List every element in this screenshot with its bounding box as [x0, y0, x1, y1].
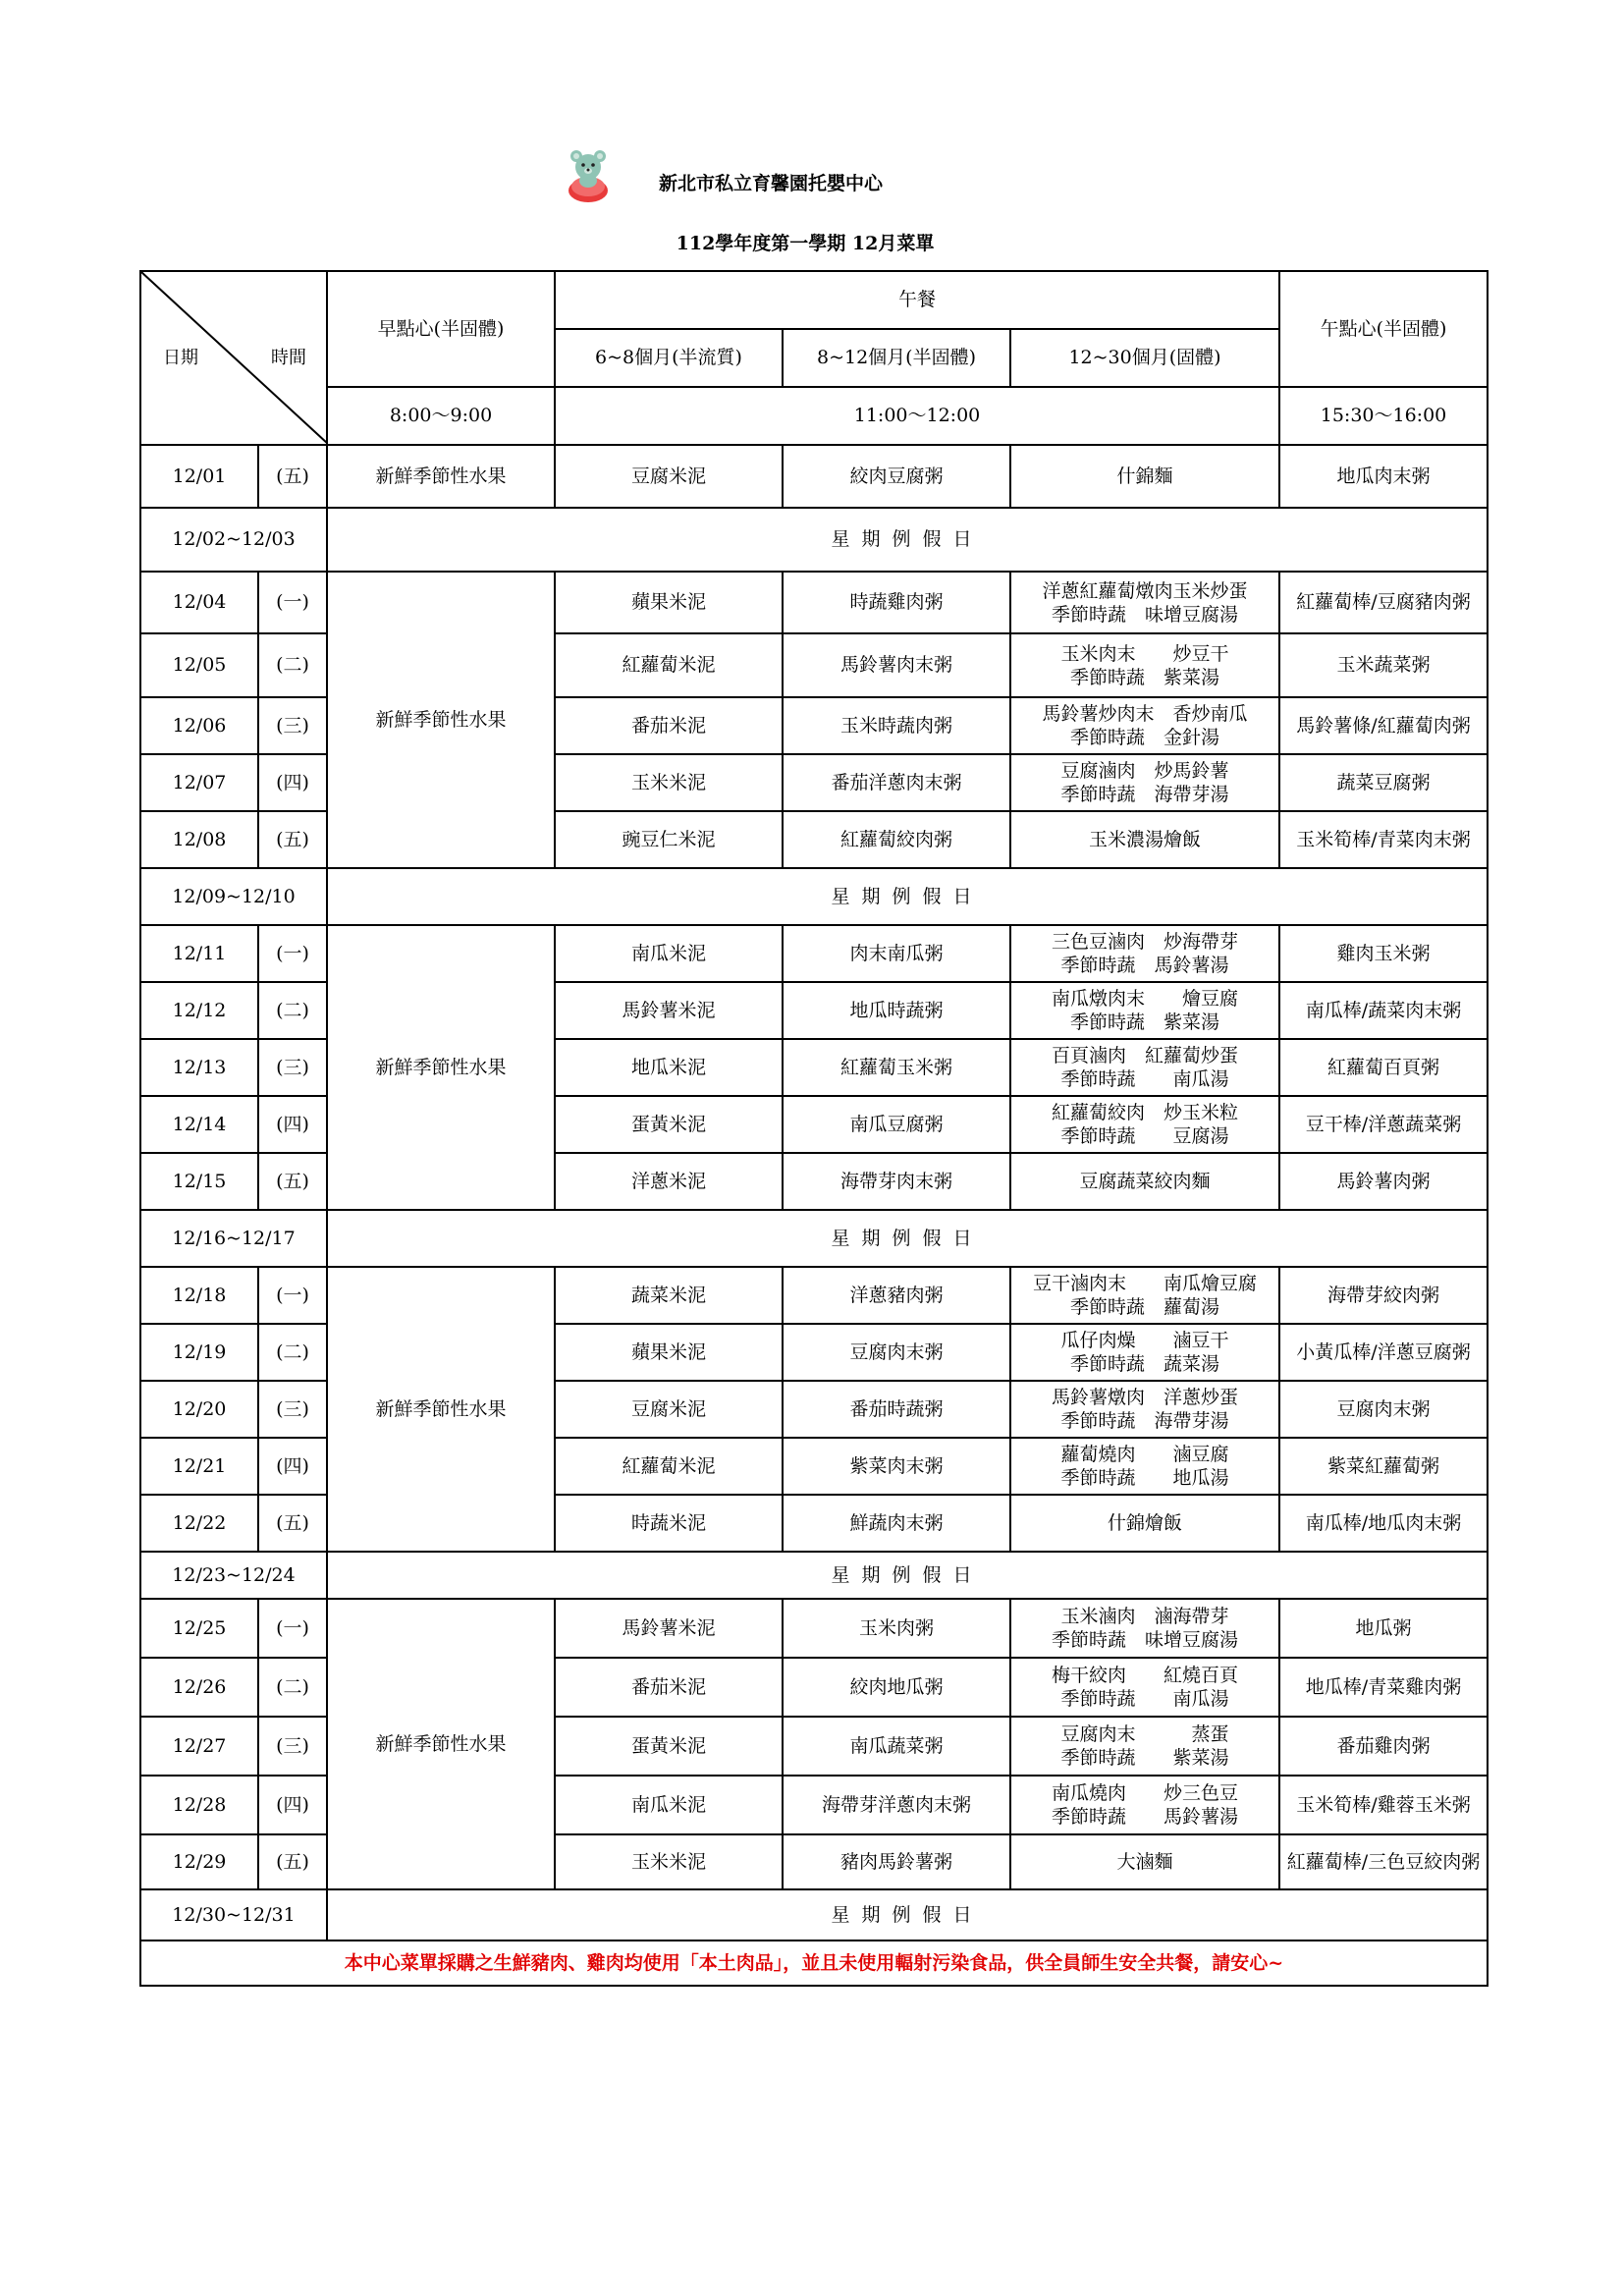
lunch-8-12-item: 肉末南瓜粥	[783, 925, 1010, 982]
lunch-12-30-item	[1010, 1153, 1279, 1210]
menu-row	[140, 445, 1488, 508]
lunch-12-30-side: 季節時蔬 紫菜湯	[1060, 1747, 1229, 1769]
lunch-8-12-item: 玉米時蔬肉粥	[783, 697, 1010, 754]
menu-date: 12/11	[140, 925, 258, 982]
lunch-12-30-side: 季節時蔬 海帶芽湯	[1060, 784, 1229, 805]
lunch-12-30-item	[1010, 1658, 1279, 1717]
snack-item: 馬鈴薯條/紅蘿蔔肉粥	[1279, 697, 1488, 754]
lunch-6-8-item: 紅蘿蔔米泥	[555, 633, 783, 697]
holiday-row	[140, 1552, 1488, 1599]
lunch-8-12-item: 番茄洋蔥肉末粥	[783, 754, 1010, 811]
lunch-12-30-main: 百頁滷肉 紅蘿蔔炒蛋	[1051, 1045, 1238, 1066]
snack-item: 番茄雞肉粥	[1279, 1717, 1488, 1776]
lunch-12-30-main: 南瓜燉肉末 燴豆腐	[1051, 988, 1238, 1010]
lunch-12-30-item	[1010, 633, 1279, 697]
lunch-6-8-item: 洋蔥米泥	[555, 1153, 783, 1210]
snack-item: 雞肉玉米粥	[1279, 925, 1488, 982]
lunch-8-12-item: 絞肉地瓜粥	[783, 1658, 1010, 1717]
lunch-12-30-side: 季節時蔬 南瓜湯	[1060, 1068, 1229, 1090]
menu-date: 12/28	[140, 1776, 258, 1834]
menu-date: 12/14	[140, 1096, 258, 1153]
lunch-12-30-main: 南瓜燒肉 炒三色豆	[1051, 1782, 1238, 1804]
lunch-12-30-main: 梅干絞肉 紅燒百頁	[1051, 1665, 1238, 1686]
snack-item: 小黃瓜棒/洋蔥豆腐粥	[1279, 1324, 1488, 1381]
lunch-8-12-item: 玉米肉粥	[783, 1599, 1010, 1658]
lunch-6-8-item: 蛋黃米泥	[555, 1096, 783, 1153]
lunch-12-30-item	[1010, 1267, 1279, 1324]
menu-weekday: (五)	[258, 445, 327, 508]
breakfast-item: 新鮮季節性水果	[327, 925, 555, 1210]
lunch-8-12-item: 豆腐肉末粥	[783, 1324, 1010, 1381]
lunch-6-8-item: 地瓜米泥	[555, 1039, 783, 1096]
menu-date: 12/08	[140, 811, 258, 868]
menu-weekday: (二)	[258, 1324, 327, 1381]
lunch-12-30-side: 季節時蔬 金針湯	[1069, 727, 1219, 748]
lunch-6-8-item: 蘋果米泥	[555, 1324, 783, 1381]
lunch-12-30-main: 紅蘿蔔絞肉 炒玉米粒	[1051, 1102, 1238, 1123]
holiday-label: 星期例假日	[327, 868, 1488, 925]
lunch-8-12-item: 紫菜肉末粥	[783, 1438, 1010, 1495]
lunch-12-30-side: 季節時蔬 馬鈴薯湯	[1060, 955, 1229, 976]
menu-date: 12/19	[140, 1324, 258, 1381]
lunch-12-30-item	[1010, 445, 1279, 508]
menu-weekday: (五)	[258, 1495, 327, 1552]
menu-row	[140, 572, 1488, 633]
holiday-row	[140, 1210, 1488, 1267]
lunch-6-8-item: 南瓜米泥	[555, 925, 783, 982]
lunch-12-30-item	[1010, 1717, 1279, 1776]
lunch-12-30-side: 季節時蔬 紫菜湯	[1069, 666, 1219, 688]
corner-date-label: 日期	[163, 348, 198, 368]
snack-item: 南瓜棒/地瓜肉末粥	[1279, 1495, 1488, 1552]
center-name: 新北市私立育馨園托嬰中心	[658, 173, 883, 194]
lunch-6-8-item: 蔬菜米泥	[555, 1267, 783, 1324]
menu-weekday: (五)	[258, 811, 327, 868]
menu-weekday: (二)	[258, 633, 327, 697]
lunch-6-8-item: 玉米米泥	[555, 754, 783, 811]
menu-weekday: (三)	[258, 1717, 327, 1776]
menu-weekday: (一)	[258, 925, 327, 982]
menu-date: 12/27	[140, 1717, 258, 1776]
lunch-12-30-item	[1010, 1324, 1279, 1381]
menu-weekday: (三)	[258, 1381, 327, 1438]
menu-weekday: (二)	[258, 1658, 327, 1717]
menu-date: 12/05	[140, 633, 258, 697]
holiday-date: 12/23~12/24	[140, 1552, 327, 1599]
breakfast-item: 新鮮季節性水果	[327, 445, 555, 508]
menu-date: 12/22	[140, 1495, 258, 1552]
lunch-6-8-item: 番茄米泥	[555, 1658, 783, 1717]
menu-date: 12/21	[140, 1438, 258, 1495]
lunch-12-30-main: 什錦麵	[1116, 465, 1173, 487]
footer-row	[140, 1941, 1488, 1986]
holiday-label: 星期例假日	[327, 508, 1488, 572]
lunch-12-30-main: 玉米滷肉 滷海帶芽	[1060, 1606, 1229, 1627]
menu-weekday: (一)	[258, 1599, 327, 1658]
snack-item: 紫菜紅蘿蔔粥	[1279, 1438, 1488, 1495]
menu-weekday: (五)	[258, 1153, 327, 1210]
snack-item: 玉米筍棒/雞蓉玉米粥	[1279, 1776, 1488, 1834]
snack-item: 南瓜棒/蔬菜肉末粥	[1279, 982, 1488, 1039]
breakfast-item: 新鮮季節性水果	[327, 572, 555, 868]
lunch-8-12-item: 洋蔥豬肉粥	[783, 1267, 1010, 1324]
lunch-time: 11:00～12:00	[555, 387, 1279, 445]
snack-item: 地瓜棒/青菜雞肉粥	[1279, 1658, 1488, 1717]
snack-item: 地瓜粥	[1279, 1599, 1488, 1658]
lunch-12-30-side: 季節時蔬 紫菜湯	[1069, 1011, 1219, 1033]
menu-weekday: (四)	[258, 1776, 327, 1834]
lunch-6-8-item: 番茄米泥	[555, 697, 783, 754]
menu-weekday: (三)	[258, 697, 327, 754]
snack-item: 海帶芽絞肉粥	[1279, 1267, 1488, 1324]
menu-row	[140, 925, 1488, 982]
lunch-12-30-item	[1010, 1776, 1279, 1834]
menu-date: 12/04	[140, 572, 258, 633]
snack-item: 地瓜肉末粥	[1279, 445, 1488, 508]
menu-row	[140, 1267, 1488, 1324]
lunch-8-12-item: 時蔬雞肉粥	[783, 572, 1010, 633]
menu-subtitle: 112學年度第一學期 12月菜單	[676, 233, 935, 254]
lunch-8-12-item: 番茄時蔬粥	[783, 1381, 1010, 1438]
menu-date: 12/15	[140, 1153, 258, 1210]
lunch-12-30-main: 三色豆滷肉 炒海帶芽	[1051, 931, 1238, 953]
lunch-12-30-main: 大滷麵	[1116, 1850, 1173, 1873]
lunch-6-8-item: 時蔬米泥	[555, 1495, 783, 1552]
lunch-8-12-item: 海帶芽洋蔥肉末粥	[783, 1776, 1010, 1834]
lunch-12-30-main: 什錦燴飯	[1107, 1511, 1182, 1534]
lunch-12-30-side: 季節時蔬 蘿蔔湯	[1069, 1296, 1219, 1318]
lunch-8-12-item: 紅蘿蔔絞肉粥	[783, 811, 1010, 868]
snack-time: 15:30～16:00	[1279, 387, 1488, 445]
lunch-12-30-side: 季節時蔬 豆腐湯	[1060, 1125, 1229, 1147]
menu-date: 12/13	[140, 1039, 258, 1096]
lunch-8-12-item: 馬鈴薯肉末粥	[783, 633, 1010, 697]
menu-date: 12/29	[140, 1834, 258, 1889]
menu-weekday: (二)	[258, 982, 327, 1039]
snack-item: 玉米蔬菜粥	[1279, 633, 1488, 697]
lunch-12-30-item	[1010, 572, 1279, 633]
menu-weekday: (四)	[258, 754, 327, 811]
footer-notice: 本中心菜單採購之生鮮豬肉、雞肉均使用「本土肉品」，並且未使用輻射污染食品，供全員師生安全共餐，請安心~	[140, 1941, 1488, 1986]
holiday-date: 12/16~12/17	[140, 1210, 327, 1267]
menu-weekday: (四)	[258, 1438, 327, 1495]
lunch-12-30-main: 豆干滷肉末 南瓜燴豆腐	[1032, 1273, 1257, 1294]
lunch-6-8-item: 南瓜米泥	[555, 1776, 783, 1834]
snack-item: 玉米筍棒/青菜肉末粥	[1279, 811, 1488, 868]
holiday-row	[140, 868, 1488, 925]
lunch-12-30-item	[1010, 1495, 1279, 1552]
menu-table	[139, 270, 1489, 1987]
lunch-12-30-main: 瓜仔肉燥 滷豆干	[1060, 1330, 1229, 1351]
snack-item: 馬鈴薯肉粥	[1279, 1153, 1488, 1210]
corner-header-cell	[140, 271, 327, 445]
lunch-6-8-item: 蛋黃米泥	[555, 1717, 783, 1776]
lunch-12-30-main: 玉米肉末 炒豆干	[1060, 642, 1229, 665]
lunch-8-12-item: 紅蘿蔔玉米粥	[783, 1039, 1010, 1096]
lunch-6-8-item: 豆腐米泥	[555, 445, 783, 508]
lunch-12-30-item	[1010, 982, 1279, 1039]
lunch-6-8-header: 6~8個月(半流質)	[555, 329, 783, 388]
breakfast-item: 新鮮季節性水果	[327, 1267, 555, 1552]
lunch-12-30-main: 馬鈴薯炒肉末 香炒南瓜	[1042, 703, 1248, 725]
lunch-6-8-item: 紅蘿蔔米泥	[555, 1438, 783, 1495]
lunch-header: 午餐	[555, 271, 1279, 329]
lunch-12-30-header: 12~30個月(固體)	[1010, 329, 1279, 388]
lunch-8-12-header: 8~12個月(半固體)	[783, 329, 1010, 388]
menu-date: 12/20	[140, 1381, 258, 1438]
menu-weekday: (三)	[258, 1039, 327, 1096]
lunch-8-12-item: 南瓜豆腐粥	[783, 1096, 1010, 1153]
lunch-12-30-main: 豆腐蔬菜絞肉麵	[1079, 1170, 1211, 1192]
holiday-row	[140, 1889, 1488, 1941]
holiday-label: 星期例假日	[327, 1889, 1488, 1941]
lunch-12-30-main: 豆腐滷肉 炒馬鈴薯	[1060, 760, 1229, 782]
holiday-row	[140, 508, 1488, 572]
menu-weekday: (五)	[258, 1834, 327, 1889]
lunch-8-12-item: 海帶芽肉末粥	[783, 1153, 1010, 1210]
lunch-12-30-item	[1010, 1834, 1279, 1889]
menu-date: 12/01	[140, 445, 258, 508]
holiday-label: 星期例假日	[327, 1210, 1488, 1267]
snack-header: 午點心(半固體)	[1279, 271, 1488, 387]
lunch-12-30-side: 季節時蔬 蔬菜湯	[1069, 1353, 1219, 1375]
lunch-12-30-main: 豆腐肉末 蒸蛋	[1060, 1723, 1229, 1745]
holiday-date: 12/30~12/31	[140, 1889, 327, 1941]
lunch-6-8-item: 蘋果米泥	[555, 572, 783, 633]
snack-item: 紅蘿蔔棒/三色豆絞肉粥	[1279, 1834, 1488, 1889]
menu-weekday: (四)	[258, 1096, 327, 1153]
lunch-12-30-side: 季節時蔬 味增豆腐湯	[1051, 1629, 1238, 1651]
lunch-12-30-item	[1010, 1096, 1279, 1153]
lunch-12-30-main: 馬鈴薯燉肉 洋蔥炒蛋	[1051, 1387, 1238, 1408]
menu-date: 12/07	[140, 754, 258, 811]
menu-row	[140, 1599, 1488, 1658]
lunch-8-12-item: 絞肉豆腐粥	[783, 445, 1010, 508]
holiday-date: 12/02~12/03	[140, 508, 327, 572]
lunch-12-30-item	[1010, 1599, 1279, 1658]
holiday-date: 12/09~12/10	[140, 868, 327, 925]
lunch-12-30-item	[1010, 1438, 1279, 1495]
menu-date: 12/26	[140, 1658, 258, 1717]
snack-item: 紅蘿蔔棒/豆腐豬肉粥	[1279, 572, 1488, 633]
menu-date: 12/25	[140, 1599, 258, 1658]
menu-date: 12/18	[140, 1267, 258, 1324]
lunch-6-8-item: 玉米米泥	[555, 1834, 783, 1889]
menu-date: 12/06	[140, 697, 258, 754]
lunch-8-12-item: 豬肉馬鈴薯粥	[783, 1834, 1010, 1889]
lunch-6-8-item: 馬鈴薯米泥	[555, 982, 783, 1039]
breakfast-header: 早點心(半固體)	[327, 271, 555, 387]
lunch-12-30-side: 季節時蔬 海帶芽湯	[1060, 1410, 1229, 1432]
holiday-label: 星期例假日	[327, 1552, 1488, 1599]
lunch-6-8-item: 豌豆仁米泥	[555, 811, 783, 868]
snack-item: 紅蘿蔔百頁粥	[1279, 1039, 1488, 1096]
lunch-12-30-side: 季節時蔬 地瓜湯	[1060, 1467, 1229, 1489]
lunch-12-30-main: 洋蔥紅蘿蔔燉肉玉米炒蛋	[1042, 579, 1248, 602]
menu-weekday: (一)	[258, 1267, 327, 1324]
breakfast-time: 8:00～9:00	[327, 387, 555, 445]
snack-item: 豆腐肉末粥	[1279, 1381, 1488, 1438]
lunch-12-30-side: 季節時蔬 味增豆腐湯	[1051, 603, 1238, 626]
bear-logo-icon	[564, 147, 613, 204]
lunch-12-30-main: 玉米濃湯燴飯	[1088, 828, 1201, 850]
lunch-8-12-item: 南瓜蔬菜粥	[783, 1717, 1010, 1776]
lunch-12-30-item	[1010, 811, 1279, 868]
lunch-12-30-item	[1010, 754, 1279, 811]
lunch-12-30-main: 蘿蔔燒肉 滷豆腐	[1060, 1444, 1229, 1465]
lunch-8-12-item: 鮮蔬肉末粥	[783, 1495, 1010, 1552]
breakfast-item: 新鮮季節性水果	[327, 1599, 555, 1889]
lunch-12-30-side: 季節時蔬 馬鈴薯湯	[1051, 1806, 1238, 1828]
corner-time-label: 時間	[271, 348, 306, 368]
lunch-12-30-item	[1010, 697, 1279, 754]
lunch-6-8-item: 豆腐米泥	[555, 1381, 783, 1438]
lunch-8-12-item: 地瓜時蔬粥	[783, 982, 1010, 1039]
menu-date: 12/12	[140, 982, 258, 1039]
lunch-12-30-item	[1010, 925, 1279, 982]
snack-item: 蔬菜豆腐粥	[1279, 754, 1488, 811]
lunch-12-30-side: 季節時蔬 南瓜湯	[1060, 1688, 1229, 1710]
snack-item: 豆干棒/洋蔥蔬菜粥	[1279, 1096, 1488, 1153]
lunch-12-30-item	[1010, 1039, 1279, 1096]
lunch-6-8-item: 馬鈴薯米泥	[555, 1599, 783, 1658]
lunch-12-30-item	[1010, 1381, 1279, 1438]
menu-weekday: (一)	[258, 572, 327, 633]
